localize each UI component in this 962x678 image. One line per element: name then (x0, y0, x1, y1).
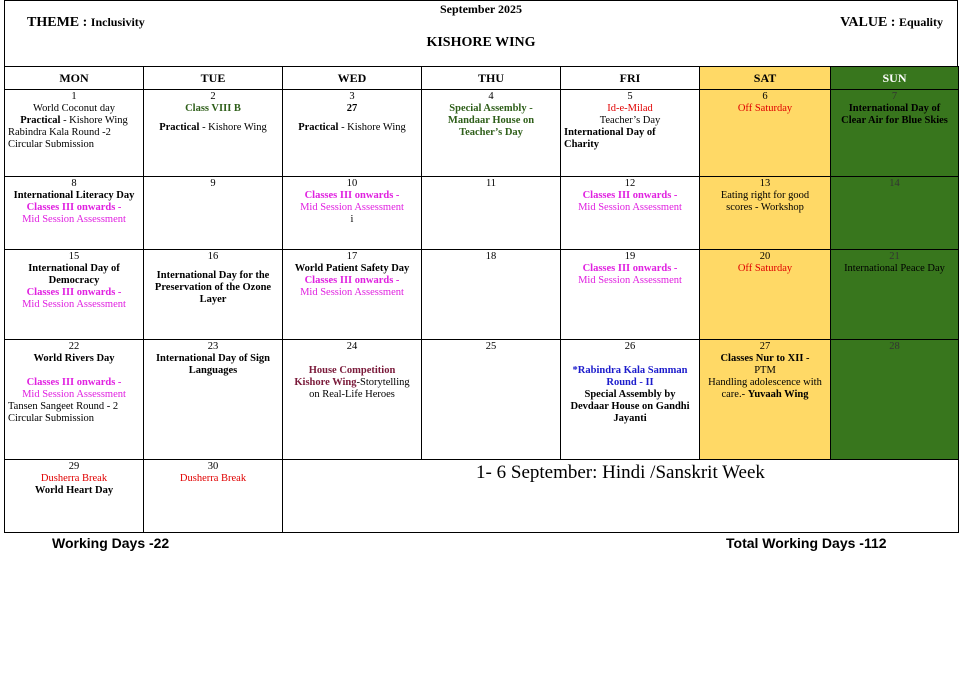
working-days: Working Days -22 (52, 535, 170, 551)
event-bold: Practical (298, 122, 339, 133)
event-bold: Practical (159, 122, 200, 133)
day-header-thu: THU (422, 67, 561, 90)
event-text: Special Assembly by (584, 389, 676, 400)
event-text (286, 377, 418, 389)
theme-value: Inclusivity (90, 15, 145, 29)
day-cell-12 (561, 177, 700, 250)
day-cell-25 (422, 340, 561, 460)
event-bold: Practical (20, 115, 61, 126)
event-text: Democracy (48, 275, 100, 286)
day-cell-8 (5, 177, 144, 250)
event-rest: -Storytelling (356, 377, 410, 388)
event-text: Mandaar House on (447, 115, 535, 126)
event-text: 27 (346, 103, 358, 114)
event-text: Special Assembly - (449, 103, 533, 114)
week-row-4 (5, 340, 959, 460)
day-cell-20 (700, 250, 831, 340)
day-cell-5 (561, 90, 700, 177)
day-number: 3 (349, 91, 355, 102)
calendar-header (4, 0, 958, 66)
day-number: 1 (71, 91, 77, 102)
value-label (840, 15, 943, 31)
day-number: 16 (207, 251, 219, 262)
week-row-3 (5, 250, 959, 340)
event-text: International Day of (848, 103, 941, 114)
day-cell-15 (5, 250, 144, 340)
event-text: Layer (199, 294, 227, 305)
event-text: scores - Workshop (726, 202, 804, 213)
day-cell-14 (831, 177, 959, 250)
event-text: Rabindra Kala Round -2 (8, 127, 111, 138)
event-text: Mid Session Assessment (22, 214, 126, 225)
event-text: World Patient Safety Day (294, 263, 410, 274)
event-text: International Day of Sign (155, 353, 271, 364)
value-label-text: VALUE : (840, 15, 899, 30)
event-text: House Competition (308, 365, 396, 376)
event-text: Class VIII B (185, 103, 241, 114)
month-title: September 2025 (439, 2, 523, 16)
event-rest: - Kishore Wing (60, 115, 128, 126)
event-text: World Coconut day (33, 103, 115, 114)
day-cell-22 (5, 340, 144, 460)
day-number: 5 (627, 91, 633, 102)
event-text: Mid Session Assessment (22, 299, 126, 310)
event-text: Off Saturday (737, 263, 793, 274)
day-header-fri: FRI (561, 67, 700, 90)
day-number: 27 (759, 341, 771, 352)
event-text: International Literacy Day (13, 190, 135, 201)
day-number: 4 (488, 91, 494, 102)
day-cell-17 (283, 250, 422, 340)
event-text (147, 122, 279, 134)
event-text: Circular Submission (8, 139, 95, 150)
event-text (8, 115, 140, 127)
event-text (286, 122, 418, 134)
day-number: 10 (346, 178, 358, 189)
day-number: 15 (68, 251, 80, 262)
day-number: 30 (207, 461, 219, 472)
day-cell-26 (561, 340, 700, 460)
day-cell-28 (831, 340, 959, 460)
day-cell-1 (5, 90, 144, 177)
event-text: World Heart Day (34, 485, 114, 496)
day-number: 2 (210, 91, 216, 102)
event-text: Charity (564, 139, 599, 150)
event-text: Clear Air for Blue Skies (841, 115, 948, 126)
day-number: 13 (759, 178, 771, 189)
event-text: International Day for the (156, 270, 270, 281)
day-number: 26 (624, 341, 636, 352)
event-text: International Day of (28, 263, 120, 274)
week-row-2 (5, 177, 959, 250)
event-text: PTM (754, 365, 776, 376)
day-number: 14 (889, 178, 900, 189)
event-text: Round - II (606, 377, 654, 388)
day-number: 6 (762, 91, 768, 102)
event-text: World Rivers Day (33, 353, 115, 364)
week-row-5 (5, 460, 959, 533)
total-working-days: Total Working Days -112 (726, 535, 887, 551)
day-number: 20 (759, 251, 771, 262)
event-text: Classes III onwards - (304, 190, 400, 201)
event-text: Languages (188, 365, 238, 376)
day-cell-6 (700, 90, 831, 177)
event-text: Classes III onwards - (304, 275, 400, 286)
event-text: Classes III onwards - (582, 190, 678, 201)
theme-label-text: THEME : (27, 15, 91, 30)
day-number: 28 (889, 341, 900, 352)
event-text: Tansen Sangeet Round - 2 (8, 401, 119, 412)
week-row-1 (5, 90, 959, 177)
day-cell-10 (283, 177, 422, 250)
day-number: 11 (485, 178, 497, 189)
day-cell-3 (283, 90, 422, 177)
event-text: Mid Session Assessment (300, 287, 404, 298)
event-text: Eating right for good (720, 190, 810, 201)
day-number: 9 (210, 178, 216, 189)
day-cell-23 (144, 340, 283, 460)
day-cell-19 (561, 250, 700, 340)
day-cell-21 (831, 250, 959, 340)
day-number: 7 (891, 91, 898, 102)
event-text: Mid Session Assessment (22, 389, 126, 400)
event-text: Preservation of the Ozone (154, 282, 272, 293)
day-number: 24 (346, 341, 358, 352)
event-text: Off Saturday (737, 103, 793, 114)
event-text: Mid Session Assessment (300, 202, 404, 213)
event-text: Dusherra Break (40, 473, 108, 484)
event-bold: Kishore Wing (294, 377, 357, 388)
week-note: 1- 6 September: Hindi /Sanskrit Week (283, 460, 959, 533)
event-rest: care.- (721, 389, 748, 400)
day-number: 21 (889, 251, 900, 262)
day-number: 19 (624, 251, 636, 262)
event-rest: - Kishore Wing (199, 122, 267, 133)
day-number: 29 (68, 461, 80, 472)
event-text: Id-e-Milad (607, 103, 653, 114)
event-text: International Peace Day (844, 263, 945, 274)
day-cell-2 (144, 90, 283, 177)
day-cell-27 (700, 340, 831, 460)
day-header-mon: MON (5, 67, 144, 90)
day-number: 23 (207, 341, 219, 352)
day-number: 8 (71, 178, 77, 189)
day-header-wed: WED (283, 67, 422, 90)
event-text: International Day of (564, 127, 656, 138)
event-text: Teacher’s Day (599, 115, 661, 126)
day-cell-11 (422, 177, 561, 250)
day-number: 17 (346, 251, 358, 262)
day-header-tue: TUE (144, 67, 283, 90)
event-text: Jayanti (613, 413, 647, 424)
weekday-header-row (5, 67, 959, 90)
event-text: Mid Session Assessment (578, 275, 682, 286)
theme-label (27, 15, 145, 31)
event-bold: Yuvaah Wing (747, 389, 809, 400)
event-text: Classes III onwards - (26, 202, 122, 213)
day-cell-30 (144, 460, 283, 533)
event-text (703, 389, 827, 401)
day-header-sun: SUN (831, 67, 959, 90)
day-number: 22 (68, 341, 80, 352)
event-text: on Real-Life Heroes (309, 389, 395, 400)
day-number: 18 (485, 251, 497, 262)
event-rest: - Kishore Wing (338, 122, 406, 133)
event-text: Dusherra Break (179, 473, 247, 484)
wing-title: KISHORE WING (426, 35, 536, 50)
event-text: *Rabindra Kala Samman (572, 365, 688, 376)
event-text: Classes III onwards - (26, 287, 122, 298)
event-text: Devdaar House on Gandhi (570, 401, 690, 412)
day-number: 12 (624, 178, 636, 189)
day-cell-18 (422, 250, 561, 340)
value-value: Equality (898, 15, 943, 29)
event-text: Mid Session Assessment (578, 202, 682, 213)
day-cell-4 (422, 90, 561, 177)
event-text: Classes Nur to XII - (720, 353, 810, 364)
event-text: Classes III onwards - (26, 377, 122, 388)
day-cell-24 (283, 340, 422, 460)
day-number: 25 (485, 341, 497, 352)
event-text: Classes III onwards - (582, 263, 678, 274)
event-text: Handling adolescence with (708, 377, 822, 388)
day-cell-29 (5, 460, 144, 533)
day-cell-7 (831, 90, 959, 177)
day-header-sat: SAT (700, 67, 831, 90)
day-cell-13 (700, 177, 831, 250)
event-text: i (350, 214, 354, 225)
calendar-grid (4, 66, 959, 533)
event-text: Circular Submission (8, 413, 95, 424)
event-text: Teacher’s Day (459, 127, 523, 138)
day-cell-16 (144, 250, 283, 340)
day-cell-9 (144, 177, 283, 250)
